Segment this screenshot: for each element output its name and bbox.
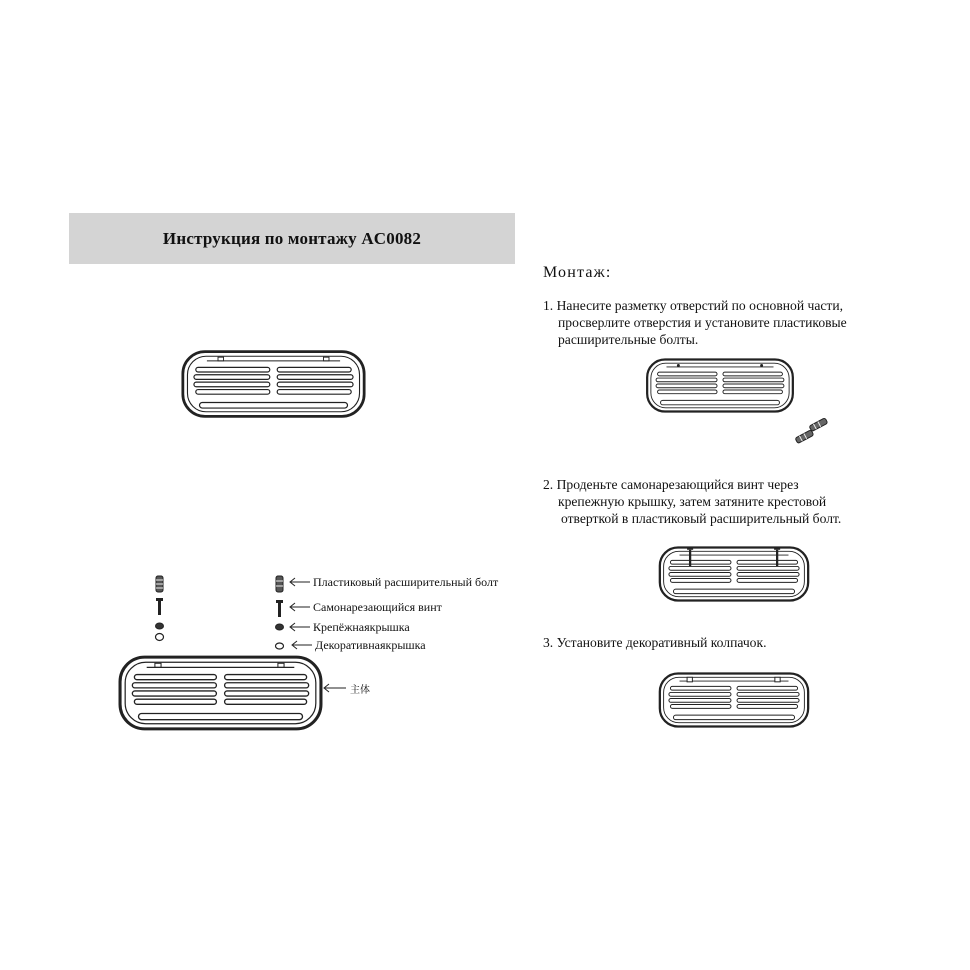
left-arrow-icon xyxy=(322,683,348,693)
step-1 xyxy=(543,297,847,348)
title-bar xyxy=(69,213,515,264)
shelf-body-illustration xyxy=(118,655,323,731)
label-body: 主体 xyxy=(350,685,370,696)
step-2 xyxy=(543,476,841,527)
step-3-line-1: 3. Установите декоративный колпачок. xyxy=(543,635,767,650)
label-bolt: Пластиковый расширительный болт xyxy=(313,575,499,589)
section-heading: Монтаж: xyxy=(543,264,612,281)
expansion-bolt-icon xyxy=(156,576,163,592)
legend-icon-fixing-cap xyxy=(272,621,288,633)
legend-icon-decor-cap xyxy=(272,640,288,652)
step-2-line-2: крепежную крышку, затем затяните крестовой xyxy=(558,494,827,509)
step-1-shelf-illustration xyxy=(640,358,800,413)
page-title: Инструкция по монтажу AC0082 xyxy=(162,229,422,248)
step-3 xyxy=(543,634,766,651)
left-arrow-icon xyxy=(288,577,312,587)
step-1-line-1: 1. Нанесите разметку отверстий по основной части, xyxy=(543,298,844,313)
step-2-line-1: 2. Проденьте самонарезающийся винт через xyxy=(543,477,799,492)
step-1-line-3: расширительные болты. xyxy=(558,332,699,347)
label-decor-cap: Декоративнаякрышка xyxy=(315,638,426,652)
step-2-shelf-illustration xyxy=(652,546,816,602)
step-1-bolts-illustration xyxy=(790,416,836,448)
screw-icon xyxy=(156,598,163,615)
parts-column xyxy=(148,574,172,654)
step-2-line-3: отверткой в пластиковый расширительный болт. xyxy=(561,511,842,526)
left-arrow-icon xyxy=(288,622,312,632)
cap-icon xyxy=(156,623,164,641)
label-fixing-cap: Крепёжнаякрышка xyxy=(313,620,410,634)
left-arrow-icon xyxy=(290,640,314,650)
label-screw: Самонарезающийся винт xyxy=(313,600,442,614)
step-1-line-2: просверлите отверстия и установите пластиковые xyxy=(558,315,847,330)
step-3-shelf-illustration xyxy=(652,672,816,728)
shelf-main-illustration xyxy=(181,346,366,422)
legend-icon-bolt xyxy=(272,574,288,594)
left-arrow-icon xyxy=(288,602,312,612)
legend-icon-screw xyxy=(272,599,288,619)
